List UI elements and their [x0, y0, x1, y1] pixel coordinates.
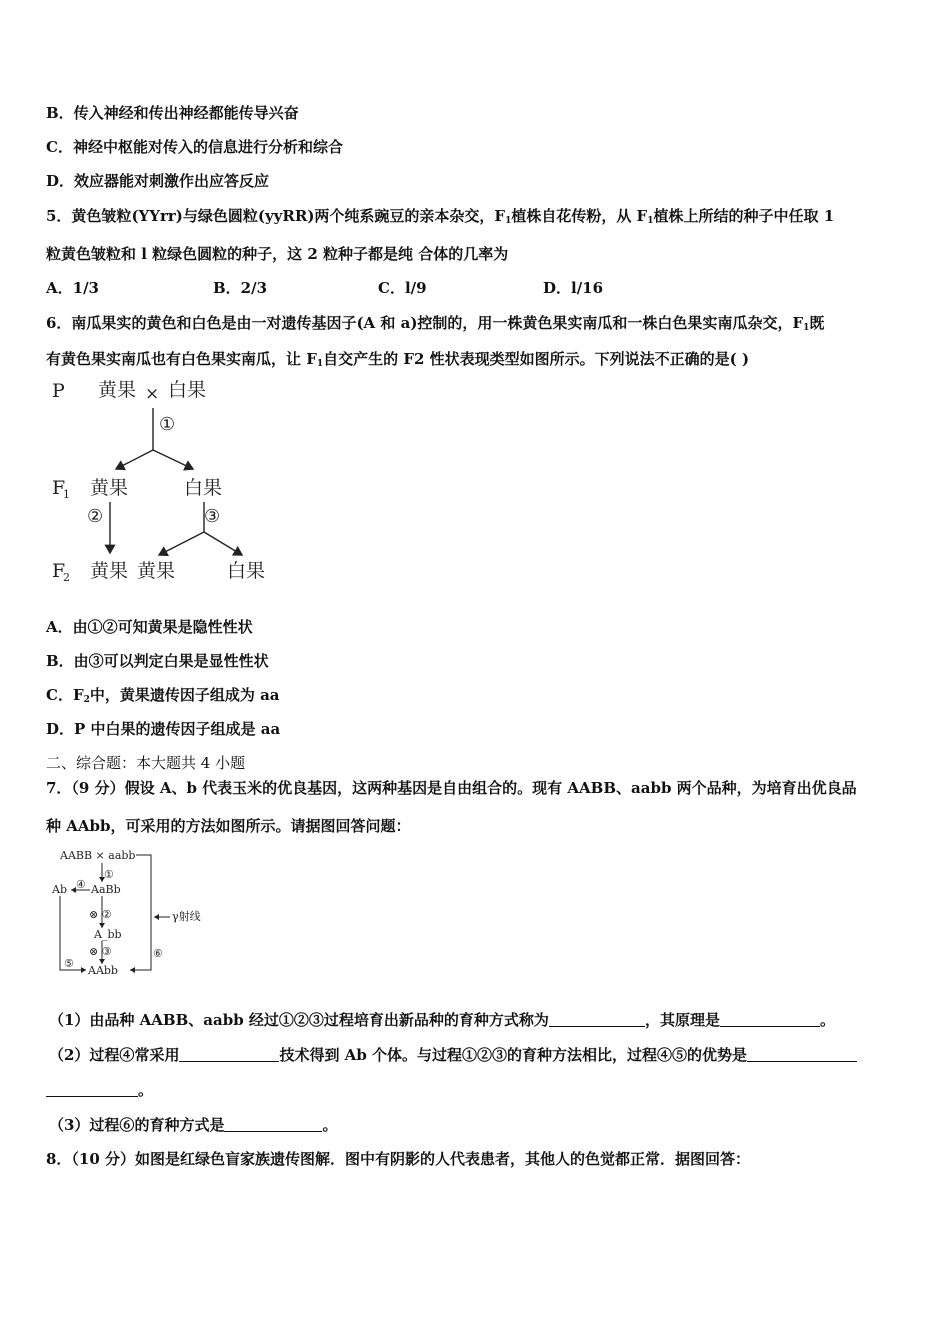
- q6-stem-line1: 6．南瓜果实的黄色和白色是由一对遗传基因子(A 和 a)控制的，用一株黄色果实南瓜和一株白色果实南瓜杂交，$F_1$既: [46, 314, 825, 333]
- q7-fig-step1: ①: [104, 868, 114, 881]
- fig-step-1: ①: [159, 414, 176, 435]
- q6-stem-line2: 有黄色果实南瓜也有白色果实南瓜，让 $F_1$自交产生的 F2 性状表现类型如图所示。下列说法不正确的是( ): [46, 350, 750, 369]
- q7-sub1-blank-2[interactable]: [720, 1012, 820, 1027]
- svg-text:2: 2: [63, 571, 70, 584]
- q7-fig-step5: ⑤: [64, 957, 74, 970]
- fig-label-f1: F: [52, 477, 66, 499]
- svg-text:1: 1: [63, 488, 70, 501]
- q4-option-b: B．传入神经和传出神经都能传导兴奋: [46, 104, 299, 122]
- q7-sub2-cont: 。: [46, 1079, 153, 1100]
- q7-sub2-blank-2b[interactable]: [46, 1082, 138, 1097]
- q7-fig-step4: ④: [76, 878, 86, 891]
- fig-arrow-to-f2-white: [204, 532, 242, 555]
- q7-sub2: （2）过程④常采用 技术得到 Ab 个体。与过程①②③的育种方法相比，过程④⑤的优势是: [49, 1044, 857, 1065]
- fig-f2-yellow-2: 黄果: [137, 560, 176, 582]
- fig-f1-yellow: 黄果: [90, 477, 129, 499]
- fig-cross: ×: [145, 384, 160, 404]
- q7-stem-line2: 种 AAbb，可采用的方法如图所示。请据图回答问题：: [46, 817, 411, 835]
- q5-option-b: B．2/3: [213, 279, 268, 297]
- q7-fig-gamma-ray: γ射线: [172, 910, 201, 923]
- fig-label-f2: F: [52, 560, 66, 582]
- q5-stem-line2: 粒黄色皱粒和 l 粒绿色圆粒的种子，这 2 粒种子都是纯 合体的几率为: [46, 245, 509, 263]
- fig-arrow-to-f2-yellow-2: [159, 532, 204, 555]
- fig-step-3: ③: [204, 506, 221, 527]
- q6-option-c: C．$F_2$中，黄果遗传因子组成为 aa: [46, 686, 280, 705]
- q7-fig-step6: ⑥: [153, 947, 163, 960]
- fig-f2-white: 白果: [227, 560, 266, 582]
- q7-sub3: （3）过程⑥的育种方式是 。: [49, 1116, 338, 1134]
- q7-sub1: （1）由品种 AABB、aabb 经过①②③过程培育出新品种的育种方式称为 ，其原理是 。: [49, 1011, 835, 1029]
- q7-sub1-blank-1[interactable]: [549, 1012, 645, 1027]
- fig-arrow-to-f1-white: [153, 450, 193, 469]
- q7-fig-a-bb: A_bb: [94, 928, 122, 941]
- q5-option-a: A．1/3: [46, 279, 99, 297]
- q5-option-c: C．l/9: [378, 279, 427, 297]
- fig-f1-white: 白果: [184, 477, 223, 499]
- q6-option-d: D．P 中白果的遗传因子组成是 aa: [46, 720, 281, 738]
- q7-fig-aabb: AaBb: [91, 883, 121, 896]
- q5-stem-line1: 5．黄色皱粒(YYrr)与绿色圆粒(yyRR)两个纯系豌豆的亲本杂交，$F_1$植株自花传粉，从 $F_1$植株上所结的种子中任取 1: [46, 207, 835, 226]
- q7-fig-aabb-final: AAbb: [88, 964, 118, 977]
- q4-option-c: C．神经中枢能对传入的信息进行分析和综合: [46, 138, 343, 156]
- q7-fig-step3: ⊗ ③: [89, 945, 112, 958]
- q7-sub3-blank[interactable]: [224, 1117, 322, 1132]
- q6-inheritance-figure: [46, 372, 276, 592]
- q8-stem: 8．（10 分）如图是红绿色盲家族遗传图解．图中有阴影的人代表患者，其他人的色觉都正常．据图回答：: [46, 1150, 751, 1168]
- q5-option-d: D．l/16: [543, 279, 604, 297]
- fig-f2-yellow-1: 黄果: [90, 560, 129, 582]
- q7-fig-parents: AABB × aabb: [60, 849, 136, 862]
- q6-option-b: B．由③可以判定白果是显性性状: [46, 652, 269, 670]
- q6-option-a: A．由①②可知黄果是隐性性状: [46, 618, 253, 636]
- fig-p-yellow: 黄果: [98, 379, 137, 401]
- q4-option-d: D．效应器能对刺激作出应答反应: [46, 172, 270, 190]
- q7-fig-ab: Ab: [52, 883, 67, 896]
- q7-sub2-blank-2a[interactable]: [747, 1047, 857, 1062]
- q7-breeding-figure: [50, 845, 220, 980]
- q7-stem-line1: 7．（9 分）假设 A、b 代表玉米的优良基因，这两种基因是自由组合的。现有 AABB、aabb 两个品种，为培育出优良品: [46, 779, 857, 797]
- q7-fig-step2: ⊗ ②: [89, 908, 112, 921]
- q7-sub2-blank-1[interactable]: [179, 1047, 279, 1062]
- fig-p-white: 白果: [168, 379, 207, 401]
- section-2-heading: 二、综合题：本大题共 4 小题: [46, 754, 246, 772]
- fig-step-2: ②: [87, 506, 104, 527]
- fig-arrow-to-f1-yellow: [116, 450, 153, 469]
- fig-label-p: P: [52, 380, 65, 402]
